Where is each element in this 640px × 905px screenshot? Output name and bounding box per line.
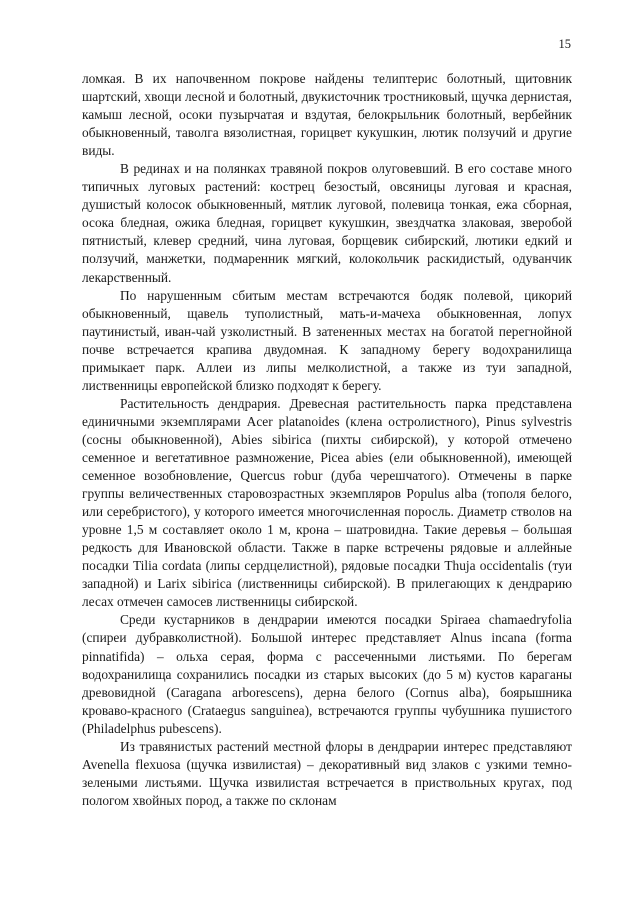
paragraph-shrubs: Среди кустарников в дендрарии имеются посадки Spiraea chamaedryfolia (спиреи дубравколистной). Большой интерес представляет Alnus incana (forma pinnatifida) – ольха серая, форма с рассеченными листьями. По берегам водохранилища сохранились посадки из старых высоких (до 5 м) кустов караганы древовидной (Caragana arborescens), дерна белого (Cornus alba), боярышника кроваво-красного (Crataegus sanguinea), встречаются группы чубушника пушистого (Philadelphus pubescens). xyxy=(82,612,572,736)
body-text xyxy=(82,70,572,810)
paragraph-meadow-vegetation: В рединах и на полянках травяной покров олуговевший. В его составе много типичных луговых растений: кострец безостый, овсяницы луговая и красная, душистый колосок обыкновенный, мятлик луговой, полевица тонкая, ежа сборная, осока бледная, ожика бледная, горицвет кукушкин, звездчатка злаковая, зверобой пятнистый, клевер средний, чина луговая, борщевик сибирский, лютики едкий и ползучий, манжетки, подмаренник мягкий, колокольчик раскидистый, одуванчик лекарственный. xyxy=(82,161,572,285)
paragraph-herbaceous-plants: Из травянистых растений местной флоры в дендрарии интерес представляют Avenella flexuosa (щучка извилистая) – декоративный вид злаков с узкими темно-зелеными листьями. Щучка извилистая встречается в приствольных кругах, под пологом хвойных пород, а также по склонам xyxy=(82,738,572,808)
paragraph-dendrarium-vegetation: Растительность дендрария. Древесная растительность парка представлена единичными экземплярами Acer platanoides (клена остролистного), Pinus sylvestris (сосны обыкновенной), Abies sibirica (пихты сибирской), у которой отмечено семенное и вегетативное размножение, Picea abies (ели обыкновенной), имеющей семенное возобновление, Quercus robur (дуба черешчатого). Отмечены в парке группы величественных старовозрастных экземпляров Populus alba (тополя белого, или серебристого), у которого имеется многочисленная поросль. Диаметр стволов на уровне 1,5 м составляет около 1 м, крона – шатровидна. Такие деревья – большая редкость для Ивановской области. Также в парке встречены рядовые и аллейные посадки Tilia cordata (липы сердцелистной), рядовые посадки Thuja occidentalis (туи западной) и Larix sibirica (лиственницы сибирской). В прилегающих к дендрарию лесах отмечен самосев лиственницы сибирской. xyxy=(82,395,572,610)
paragraph-disturbed-places: По нарушенным сбитым местам встречаются бодяк полевой, цикорий обыкновенный, щавель туполистный, мать-и-мачеха обыкновенная, лопух паутинистый, иван-чай узколистный. В затененных местах на богатой перегнойной почве встречается крапива двудомная. К западному берегу водохранилища примыкает парк. Аллеи из липы мелколистной, а также из туи западной, лиственницы европейской близко подходят к берегу. xyxy=(82,287,572,393)
page-number: 15 xyxy=(558,37,571,51)
paragraph-continuation: ломкая. В их напочвенном покрове найдены телиптерис болотный, щитовник шартский, хвощи лесной и болотный, двукисточник тростниковый, щучка дернистая, камыш лесной, осоки пузырчатая и вздутая, белокрыльник болотный, вербейник обыкновенный, таволга вязолистная, горицвет кукушкин, лютик ползучий и другие виды. xyxy=(82,71,572,159)
